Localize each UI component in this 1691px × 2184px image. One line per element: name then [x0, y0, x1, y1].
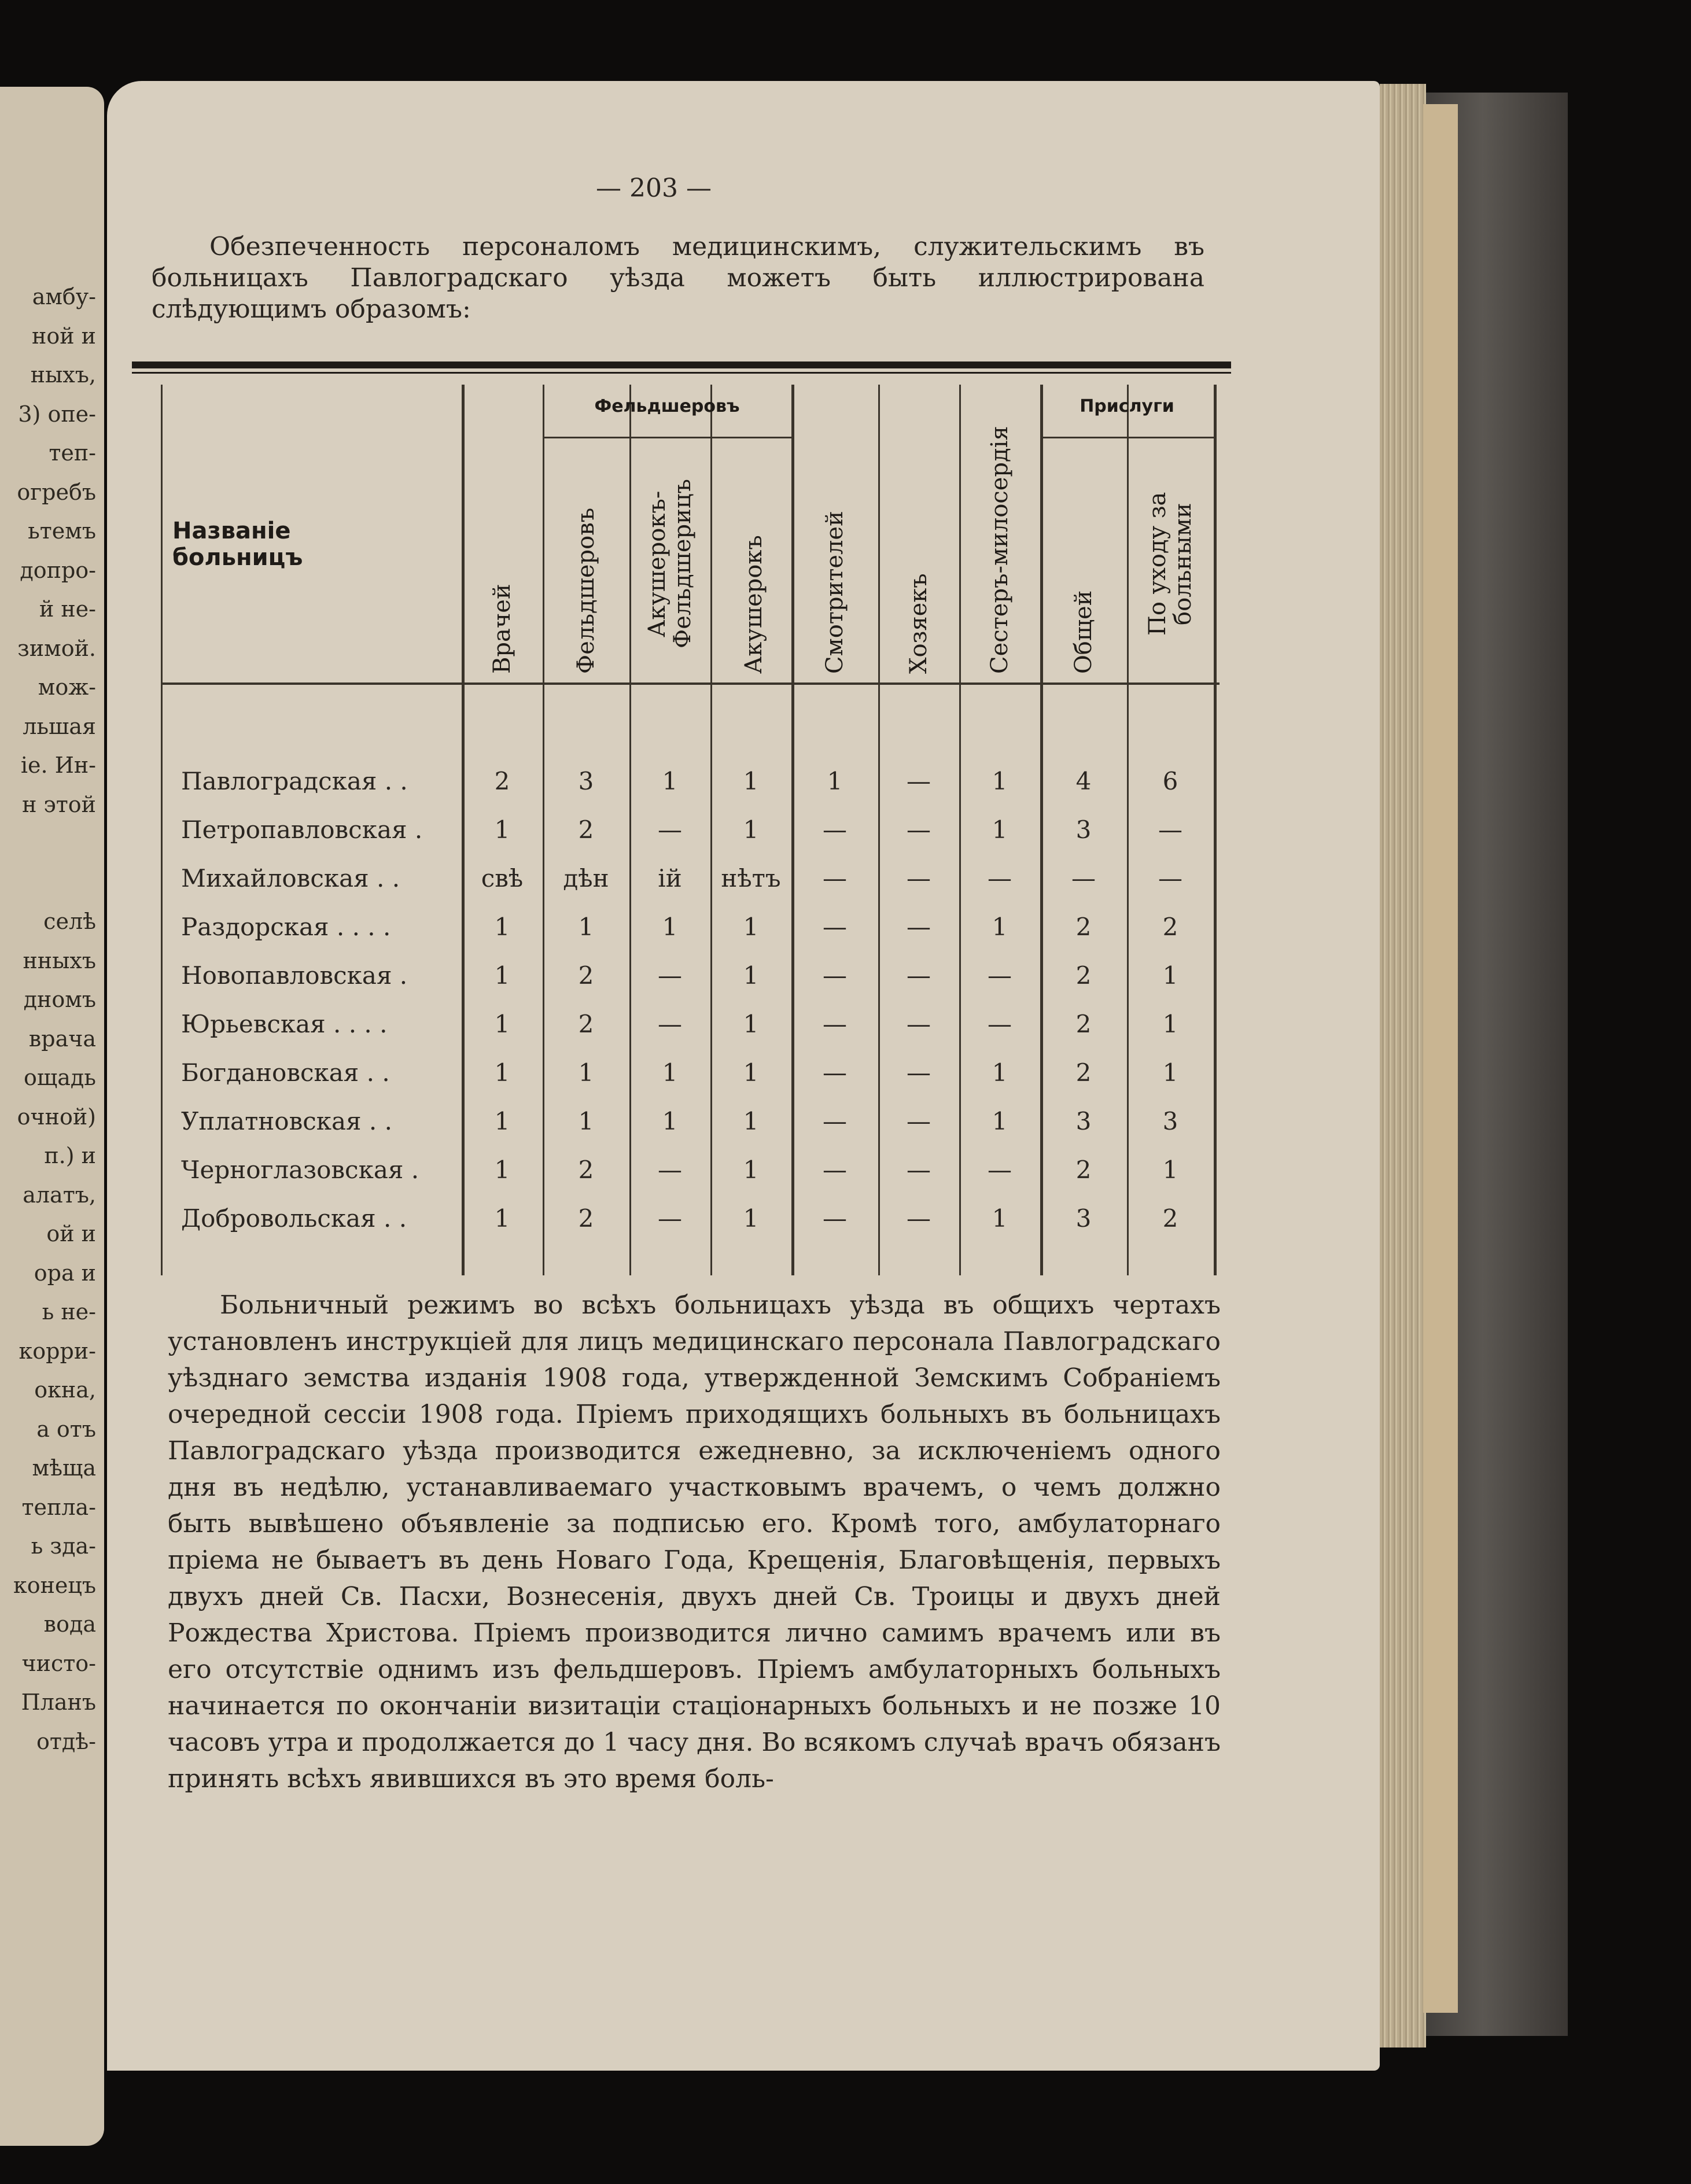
table-cell: — [823, 816, 847, 844]
table-cell: 1 [743, 1058, 759, 1087]
body-text [168, 1287, 1221, 1797]
table-cell: 2 [1075, 913, 1092, 941]
table-cell: 2 [578, 816, 594, 844]
group-rule [543, 437, 791, 438]
table-cell: 2 [1075, 1058, 1092, 1087]
table-cell: 3 [1075, 1107, 1092, 1135]
left-page-fragment: корри- [19, 1338, 96, 1364]
table-row [132, 1146, 1231, 1195]
table-cell: 1 [743, 1107, 759, 1135]
spine-paper-strip [1423, 104, 1458, 2013]
table-cell: — [988, 864, 1012, 892]
left-page-fragment: ь зда- [31, 1533, 96, 1559]
header-feldshers: Фельдшеровъ [573, 507, 599, 674]
left-page-fragment: ой и [46, 1221, 96, 1246]
table-cell: 3 [1075, 816, 1092, 844]
left-page-fragment: селѣ [43, 909, 96, 934]
table-row [132, 855, 1231, 903]
table-top-rule [132, 361, 1231, 368]
table-cell: 1 [992, 1058, 1008, 1087]
table-cell: 3 [578, 767, 594, 795]
table-cell: 2 [578, 1204, 594, 1233]
left-page-fragment: огребъ [17, 479, 96, 505]
table-cell: 1 [578, 913, 594, 941]
left-page-fragment: тепла- [21, 1494, 96, 1520]
hospital-name: Богдановская . . [181, 1058, 390, 1087]
table-cell: 1 [662, 1058, 678, 1087]
table-cell: 1 [1162, 1010, 1178, 1038]
table-cell: 1 [662, 767, 678, 795]
table-cell: 1 [662, 913, 678, 941]
table-cell: свѣ [481, 864, 524, 892]
left-page-fragment: очной) [17, 1104, 96, 1130]
left-page-fragment: теп- [49, 440, 96, 466]
table-cell: дѣн [563, 864, 609, 892]
table-cell: 1 [743, 767, 759, 795]
table-top-thin-rule [132, 372, 1231, 374]
left-page-fragment: мож- [38, 674, 96, 700]
table-cell: — [658, 961, 682, 990]
table-cell: 2 [1075, 961, 1092, 990]
table-cell: — [658, 1204, 682, 1233]
table-cell: — [907, 816, 931, 844]
table-cell: — [823, 961, 847, 990]
table-cell: 1 [494, 1010, 510, 1038]
left-page-fragment: Планъ [21, 1689, 96, 1715]
header-servants-group: Прислуги [1080, 396, 1174, 416]
table-cell: — [907, 913, 931, 941]
table-cell: 1 [1162, 1156, 1178, 1184]
staff-table [132, 361, 1231, 1281]
header-midwives: Акушерокъ [740, 535, 767, 674]
left-page-fragment: й не- [39, 596, 96, 622]
hospital-name: Михайловская . . [181, 864, 400, 892]
table-cell: ій [658, 864, 682, 892]
table-cell: 1 [992, 1107, 1008, 1135]
table-cell: 2 [1162, 913, 1178, 941]
table-cell: — [988, 1156, 1012, 1184]
left-page-fragment: вода [43, 1611, 96, 1637]
hospital-name: Добровольская . . [181, 1204, 407, 1233]
page-number: — 203 — [596, 174, 712, 203]
left-page-fragment: окна, [34, 1377, 96, 1403]
header-housekeepers: Хозяекъ [905, 573, 932, 674]
group-rule [1040, 437, 1214, 438]
header-midwife-feldshers: Акушерокъ-Фельдшерицъ [644, 479, 696, 649]
table-cell: 6 [1162, 767, 1178, 795]
left-page-fragment [0, 864, 96, 903]
intro-paragraph: Обезпеченность персоналомъ медицинскимъ, служительскимъ въ больницахъ Павлоградскаго уѣзда можетъ быть иллюстрирована слѣдующимъ образомъ: [152, 232, 1204, 324]
left-page-fragment: конецъ [13, 1572, 96, 1598]
table-row [132, 806, 1231, 855]
table-cell: — [1158, 864, 1182, 892]
left-page-fragment: врача [28, 1025, 96, 1052]
left-page-fragment: чисто- [21, 1650, 96, 1676]
table-cell: — [907, 961, 931, 990]
table-cell: 1 [494, 1058, 510, 1087]
table-row [132, 758, 1231, 806]
table-row [132, 1195, 1231, 1244]
left-page-fragment: льшая [23, 713, 96, 739]
table-cell: 3 [1162, 1107, 1178, 1135]
header-supervisors: Смотрителей [821, 511, 848, 674]
table-cell: — [823, 1010, 847, 1038]
table-cell: 1 [743, 1204, 759, 1233]
left-page-fragment: ора и [34, 1260, 96, 1286]
left-page-fragment: ie. Ин- [20, 752, 96, 778]
table-cell: — [907, 1204, 931, 1233]
table-cell: 3 [1075, 1204, 1092, 1233]
table-cell: 1 [743, 1156, 759, 1184]
table-cell: — [823, 1204, 847, 1233]
table-cell: 1 [494, 961, 510, 990]
left-page-fragment: ь не- [42, 1299, 96, 1325]
table-cell: 1 [494, 913, 510, 941]
header-general-servants: Общей [1070, 590, 1097, 674]
left-page-text-fragments [0, 278, 96, 1761]
header-doctors: Врачей [489, 584, 515, 674]
header-hospital-name: Названіе больницъ [172, 518, 303, 571]
table-cell: 1 [1162, 961, 1178, 990]
hospital-name: Петропавловская . [181, 816, 423, 844]
table-cell: — [823, 1107, 847, 1135]
table-cell: — [658, 1010, 682, 1038]
hospital-name: Новопавловская . [181, 961, 408, 990]
table-cell: — [907, 864, 931, 892]
left-page-fragment: зимой. [17, 635, 96, 661]
table-cell: 1 [992, 1204, 1008, 1233]
table-cell: 2 [578, 961, 594, 990]
table-cell: 1 [992, 816, 1008, 844]
table-row [132, 1001, 1231, 1049]
table-cell: 1 [578, 1107, 594, 1135]
table-cell: 2 [494, 767, 510, 795]
table-cell: 2 [578, 1156, 594, 1184]
table-cell: 1 [743, 816, 759, 844]
table-header-rule [161, 682, 1220, 685]
table-cell: 1 [992, 767, 1008, 795]
header-feldsher-group: Фельдшеровъ [594, 396, 740, 416]
table-row [132, 1098, 1231, 1146]
table-cell: — [907, 1058, 931, 1087]
hospital-name: Уплатновская . . [181, 1107, 392, 1135]
table-row [132, 903, 1231, 952]
left-page-fragment: ной и [32, 323, 96, 349]
table-cell: — [658, 1156, 682, 1184]
table-cell: 1 [743, 961, 759, 990]
table-cell: — [907, 767, 931, 795]
left-page-fragment: дномъ [23, 987, 96, 1012]
left-page-fragment: н этой [22, 791, 96, 817]
left-page-fragment: допро- [20, 557, 96, 583]
table-cell: 1 [494, 816, 510, 844]
left-facing-page [0, 87, 104, 2146]
table-cell: 1 [662, 1107, 678, 1135]
table-cell: — [823, 864, 847, 892]
left-page-fragment: нныхъ [23, 947, 96, 973]
hospital-name: Павлоградская . . [181, 767, 408, 795]
table-row [132, 1049, 1231, 1098]
table-cell: — [658, 816, 682, 844]
table-cell: 1 [494, 1204, 510, 1233]
left-page-fragment: п.) и [44, 1143, 96, 1168]
left-page-fragment: мѣща [32, 1455, 96, 1481]
table-cell: — [1158, 816, 1182, 844]
table-cell: 2 [1162, 1204, 1178, 1233]
table-cell: — [907, 1010, 931, 1038]
header-nurses: Сестеръ-милосердія [986, 426, 1013, 674]
header-care-servants: По уходу за больными [1144, 492, 1196, 636]
table-cell: 4 [1075, 767, 1092, 795]
page-edges [1380, 84, 1426, 2048]
left-page-fragment [0, 824, 96, 864]
table-cell: — [988, 1010, 1012, 1038]
hospital-name: Черноглазовская . [181, 1156, 419, 1184]
left-page-fragment: отдѣ- [36, 1728, 96, 1754]
table-cell: — [907, 1107, 931, 1135]
left-page-fragment: 3) опе- [18, 401, 96, 427]
table-cell: 1 [992, 913, 1008, 941]
table-cell: — [988, 961, 1012, 990]
table-cell: — [1071, 864, 1096, 892]
left-page-fragment: амбу- [32, 284, 96, 309]
left-page-fragment: ощадь [24, 1065, 96, 1090]
left-page-fragment: ныхъ, [30, 362, 96, 388]
table-cell: нѣтъ [721, 864, 781, 892]
body-paragraph: Больничный режимъ во всѣхъ больницахъ уѣзда въ общихъ чертахъ установленъ инструкціей для лицъ медицинскаго персонала Павлоградскаго уѣзднаго земства изданія 1908 года, утвержденной Земскимъ Собраніемъ очередной сессіи 1908 года. Пріемъ приходящихъ больныхъ въ больницахъ Павлоградскаго уѣзда производится ежедневно, за исключеніемъ одного дня въ недѣлю, устанавливаемаго участковымъ врачемъ, о чемъ должно быть вывѣшено объявленіе за подписью его. Кромѣ того, амбулаторнаго пріема не бываетъ въ день Новаго Года, Крещенія, Благовѣщенія, первыхъ двухъ дней Св. Пасхи, Вознесенія, двухъ дней Св. Троицы и двухъ дней Рождества Христова. Пріемъ производится лично самимъ врачемъ или въ его отсутствіе однимъ изъ фельдшеровъ. Пріемъ амбулаторныхъ больныхъ начинается по окончаніи визитаціи стаціонарныхъ больныхъ и не позже 10 часовъ утра и продолжается до 1 часу дня. Во всякомъ случаѣ врачъ обязанъ принять всѣхъ явившихся въ это время боль- [168, 1290, 1221, 1794]
table-cell: 1 [743, 1010, 759, 1038]
hospital-name: Раздорская . . . . [181, 913, 391, 941]
table-cell: 1 [578, 1058, 594, 1087]
left-page-fragment: а отъ [36, 1416, 96, 1442]
left-page-fragment: ьтемъ [28, 518, 96, 544]
table-cell: 2 [1075, 1010, 1092, 1038]
table-cell: 1 [494, 1156, 510, 1184]
table-cell: — [907, 1156, 931, 1184]
table-cell: 1 [827, 767, 843, 795]
table-row [132, 952, 1231, 1001]
table-cell: 2 [1075, 1156, 1092, 1184]
table-cell: — [823, 913, 847, 941]
table-cell: 2 [578, 1010, 594, 1038]
left-page-fragment: алатъ, [23, 1182, 96, 1208]
table-cell: — [823, 1058, 847, 1087]
table-cell: — [823, 1156, 847, 1184]
table-cell: 1 [494, 1107, 510, 1135]
table-cell: 1 [743, 913, 759, 941]
table-cell: 1 [1162, 1058, 1178, 1087]
hospital-name: Юрьевская . . . . [181, 1010, 388, 1038]
